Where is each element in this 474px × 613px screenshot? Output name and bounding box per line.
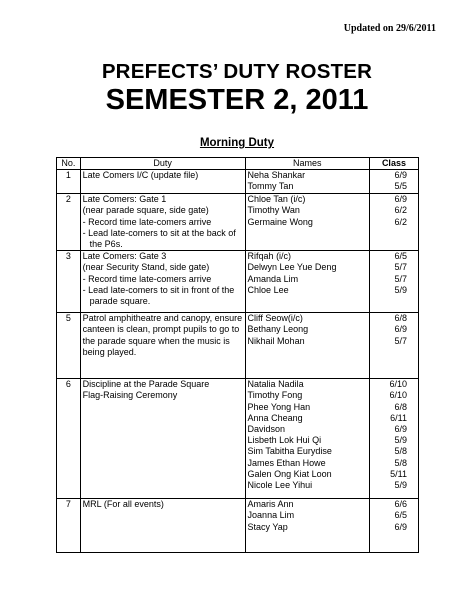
duty-line: Discipline at the Parade Square (82, 379, 210, 390)
header-names: Names (245, 158, 369, 170)
header-no: No. (57, 158, 81, 170)
prefect-name: Stacy Yap (247, 521, 288, 532)
prefect-name: Phee Yong Han (247, 401, 311, 412)
duty-line: - Record time late-comers arrive (82, 273, 212, 284)
duty-number: 6 (57, 379, 81, 499)
prefect-name: Chloe Lee (247, 284, 289, 295)
prefect-name: Amaris Ann (247, 499, 294, 510)
class-value: 6/10 (389, 379, 407, 390)
duty-line: canteen is clean, prompt pupils to go to (82, 324, 240, 335)
duty-cell (80, 499, 245, 553)
prefect-name: Bethany Leong (247, 324, 309, 335)
duty-line: Flag-Raising Ceremony (82, 390, 178, 401)
duty-number: 3 (57, 251, 81, 313)
class-value: 5/7 (394, 262, 407, 273)
class-cell (369, 194, 418, 251)
class-value: 6/2 (394, 205, 407, 216)
duty-roster-table (56, 157, 419, 553)
prefect-name: Germaine Wong (247, 216, 313, 227)
prefect-name: Sim Tabitha Eurydise (247, 446, 332, 457)
class-cell (369, 379, 418, 499)
duty-cell (80, 379, 245, 499)
names-cell (245, 251, 369, 313)
header-class: Class (369, 158, 418, 170)
class-cell (369, 313, 418, 379)
header-duty: Duty (80, 158, 245, 170)
table-row (57, 170, 419, 194)
class-value: 6/9 (394, 424, 407, 435)
duty-line: Late Comers: Gate 3 (82, 251, 167, 262)
class-value: 5/11 (390, 468, 407, 479)
duty-cell (80, 313, 245, 379)
class-value: 5/7 (394, 273, 407, 284)
class-value: 6/8 (394, 313, 407, 324)
duty-line: - Lead late-comers to sit at the back of (82, 227, 236, 238)
duty-number: 2 (57, 194, 81, 251)
prefect-name: Delwyn Lee Yue Deng (247, 262, 337, 273)
table-header-row (57, 158, 419, 170)
updated-date: Updated on 29/6/2011 (343, 23, 436, 34)
prefect-name: Tommy Tan (247, 181, 294, 192)
duty-line: being played. (82, 346, 137, 357)
duty-line: MRL (For all events) (82, 499, 164, 510)
duty-number: 7 (57, 499, 81, 553)
class-value: 5/8 (394, 446, 407, 457)
prefect-name: Rifqah (i/c) (247, 251, 292, 262)
names-cell (245, 170, 369, 194)
duty-line: Late Comers I/C (update file) (82, 170, 199, 181)
prefect-name: Galen Ong Kiat Loon (247, 468, 332, 479)
prefect-name: Timothy Wan (247, 205, 300, 216)
class-cell (369, 251, 418, 313)
duty-line: the parade square when the music is (82, 335, 230, 346)
class-value: 5/9 (394, 480, 407, 491)
semester-title: SEMESTER 2, 2011 (105, 84, 369, 116)
prefect-name: Cliff Seow(i/c) (247, 313, 303, 324)
class-value: 6/6 (394, 499, 407, 510)
duty-cell (80, 194, 245, 251)
duty-line: (near Security Stand, side gate) (82, 262, 210, 273)
class-cell (369, 170, 418, 194)
duty-line: Patrol amphitheatre and canopy, ensure (82, 313, 243, 324)
section-title: Morning Duty (199, 137, 275, 149)
duty-cell (80, 170, 245, 194)
duty-line: parade square. (89, 296, 151, 307)
prefect-name: Chloe Tan (i/c) (247, 194, 306, 205)
names-cell (245, 379, 369, 499)
prefect-name: James Ethan Howe (247, 457, 326, 468)
class-value: 5/9 (394, 284, 407, 295)
duty-line: - Lead late-comers to sit in front of the (82, 284, 235, 295)
table-row (57, 379, 419, 499)
class-value: 6/5 (394, 251, 407, 262)
prefect-name: Neha Shankar (247, 170, 306, 181)
duty-number: 1 (57, 170, 81, 194)
duty-number: 5 (57, 313, 81, 379)
names-cell (245, 499, 369, 553)
table-row (57, 313, 419, 379)
prefect-name: Davidson (247, 424, 286, 435)
class-value: 5/5 (394, 181, 407, 192)
duty-line: (near parade square, side gate) (82, 205, 209, 216)
table-row (57, 499, 419, 553)
page-title: PREFECTS’ DUTY ROSTER (101, 60, 373, 83)
class-value: 6/8 (394, 401, 407, 412)
prefect-name: Timothy Fong (247, 390, 303, 401)
class-value: 6/9 (394, 170, 407, 181)
class-value: 6/11 (390, 412, 407, 423)
class-value: 6/5 (394, 510, 407, 521)
prefect-name: Nicole Lee Yihui (247, 480, 313, 491)
class-value: 6/2 (394, 216, 407, 227)
class-value: 5/7 (394, 335, 407, 346)
prefect-name: Natalia Nadila (247, 379, 304, 390)
duty-line: - Record time late-comers arrive (82, 216, 212, 227)
prefect-name: Joanna Lim (247, 510, 295, 521)
prefect-name: Anna Cheang (247, 412, 303, 423)
duty-line: Late Comers: Gate 1 (82, 194, 167, 205)
class-value: 6/9 (394, 324, 407, 335)
class-cell (369, 499, 418, 553)
class-value: 6/10 (389, 390, 407, 401)
table-row (57, 251, 419, 313)
class-value: 6/9 (394, 521, 407, 532)
table-row (57, 194, 419, 251)
names-cell (245, 194, 369, 251)
class-value: 5/8 (394, 457, 407, 468)
duty-cell (80, 251, 245, 313)
prefect-name: Amanda Lim (247, 273, 299, 284)
prefect-name: Lisbeth Lok Hui Qi (247, 435, 322, 446)
class-value: 5/9 (394, 435, 407, 446)
duty-line: the P6s. (89, 239, 123, 250)
names-cell (245, 313, 369, 379)
class-value: 6/9 (394, 194, 407, 205)
prefect-name: Nikhail Mohan (247, 335, 305, 346)
